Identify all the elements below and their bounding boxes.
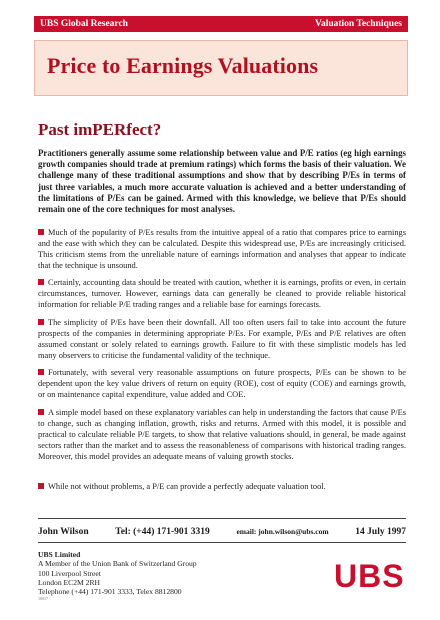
body-paragraph-1 xyxy=(38,228,406,272)
publish-date: 14 July 1997 xyxy=(355,527,406,537)
paragraph-text: A simple model based on these explanatory variables can help in understanding the factors that cause P/Es to change, such as changing inflation, growth, risks and returns. Armed with this model, it is possible and practical to calculate reliable P/E targets, to show that relative valuations should, in general, be made against sectors rather than the market and to assess the reasonableness of comparisons with historical trading ranges. Moreover, this model provides an adequate means of valuing growth stocks. xyxy=(38,408,406,461)
bullet-square-icon xyxy=(38,483,44,489)
paragraph-text: Much of the popularity of P/Es results from the intuitive appeal of a ratio that compares price to earnings and the ease with which they can be calculated. Despite this widespread use, P/Es are increasingly criticised. This criticism stems from the unreliable nature of earnings information and analyses that appear to indicate that the technique is unsound. xyxy=(38,228,406,270)
bullet-square-icon xyxy=(38,319,44,325)
bullet-square-icon xyxy=(38,229,44,235)
paragraph-text: While not without problems, a P/E can provide a perfectly adequate valuation tool. xyxy=(48,482,326,491)
author-name: John Wilson xyxy=(38,527,89,537)
bullet-square-icon xyxy=(38,409,44,415)
author-tel: Tel: (+44) 171-901 3319 xyxy=(115,527,210,537)
address-line: London EC2M 2RH xyxy=(38,577,101,587)
title-box xyxy=(34,40,408,96)
address-line: A Member of the Union Bank of Switzerland Group xyxy=(38,559,197,569)
ubs-logo: UBS xyxy=(334,558,405,594)
address-block xyxy=(38,550,197,602)
body-paragraph-3 xyxy=(38,318,406,362)
header-bar xyxy=(34,16,408,32)
document-code: 10017 xyxy=(38,596,48,602)
page-title: Price to Earnings Valuations xyxy=(47,53,319,78)
body-paragraph-6 xyxy=(38,482,406,493)
address-line: Telephone (+44) 171-901 3333, Telex 8812800 xyxy=(38,587,182,597)
address-line: 100 Liverpool Street xyxy=(38,568,101,578)
bullet-square-icon xyxy=(38,369,44,375)
paragraph-text: The simplicity of P/Es have been their downfall. All too often users fail to take into account the future prospects of the companies in determining appropriate P/Es. For example, P/Es and P/E relatives are often assumed constant or solely related to earnings growth. Failure to fit with these simplistic models has led many observers to criticise the fundamental validity of the technique. xyxy=(38,318,406,360)
section-heading: Past imPERfect? xyxy=(38,120,162,139)
header-right: Valuation Techniques xyxy=(314,19,402,29)
intro-paragraph: Practitioners generally assume some relationship between value and P/E ratios (eg high earnings growth companies should trade at premium ratings) which forms the basis of their valuation. We challenge many of these traditional assumptions and show that by describing P/Es in terms of just three variables, a much more accurate valuation is achieved and a better understanding of the limitations of P/Es can be gained. Armed with this knowledge, we believe that P/Es should remain one of the core techniques for most analyses. xyxy=(38,148,406,215)
divider-top xyxy=(38,518,406,519)
body-paragraph-4 xyxy=(38,368,406,401)
divider-bottom xyxy=(38,542,406,543)
header-left: UBS Global Research xyxy=(40,19,128,29)
body-paragraph-2 xyxy=(38,278,406,311)
contact-line xyxy=(38,527,406,537)
company-name: UBS Limited xyxy=(38,550,81,559)
author-email: email: john.wilson@ubs.com xyxy=(236,527,329,536)
bullet-square-icon xyxy=(38,279,44,285)
paragraph-text: Fortunately, with several very reasonable assumptions on future prospects, P/Es can be shown to be dependent upon the key value drivers of return on equity (ROE), cost of equity (COE) and earnings growth, or on maintenance capital expenditure, value added and COE. xyxy=(38,368,406,399)
paragraph-text: Certainly, accounting data should be treated with caution, whether it is earnings, profits or even, in certain circumstances, turnover. However, earnings data can generally be cleaned to provide reliable historical information for reliable P/E trading ranges and a reliable base for earnings forecasts. xyxy=(38,278,406,309)
body-paragraph-5 xyxy=(38,408,406,463)
